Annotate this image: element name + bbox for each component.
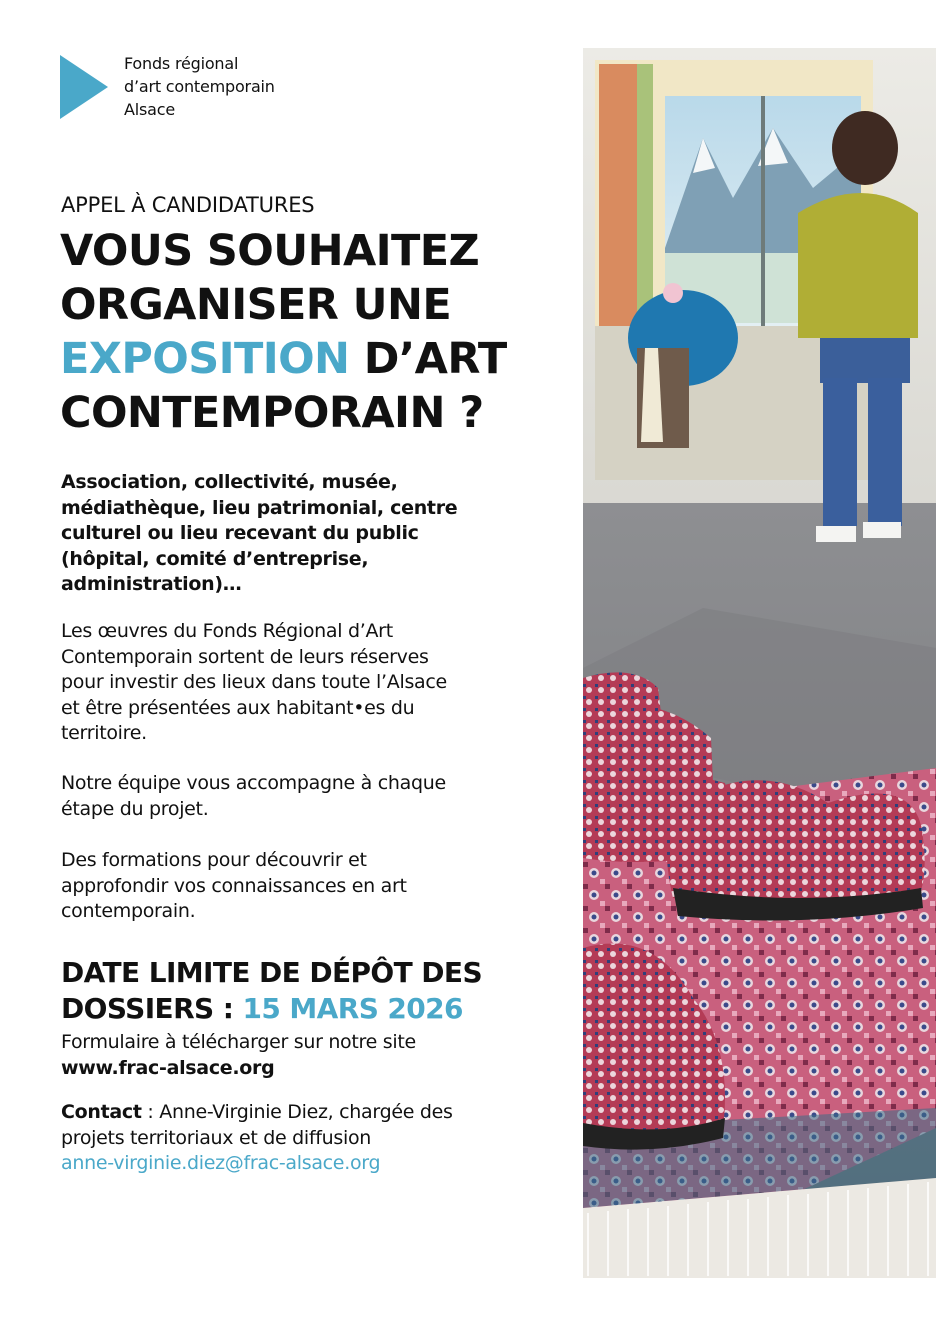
paragraph-line: Des formations pour découvrir et	[61, 849, 367, 871]
play-triangle-logo-icon	[60, 55, 108, 119]
lead-line: culturel ou lieu recevant du public	[61, 522, 419, 545]
deadline-label: DOSSIERS :	[61, 992, 243, 1025]
logo-line: Alsace	[124, 100, 175, 119]
form-download-info	[61, 1030, 541, 1081]
lead-line: médiathèque, lieu patrimonial, centre	[61, 496, 458, 519]
contact-line	[61, 1100, 541, 1126]
paragraph-line: Les œuvres du Fonds Régional d’Art	[61, 620, 393, 642]
paragraph-team	[61, 771, 541, 822]
paragraph-line: approfondir vos connaissances en art	[61, 874, 407, 897]
website-link[interactable]: www.frac-alsace.org	[61, 1056, 275, 1079]
headline-line: VOUS SOUHAITEZ	[60, 226, 480, 276]
deadline-heading	[61, 955, 541, 1027]
contact-block	[61, 1100, 541, 1177]
logo-line: d’art contemporain	[124, 77, 275, 96]
paragraph-line: pour investir des lieux dans toute l’Alsace	[61, 671, 447, 694]
deadline-date: 15 MARS 2026	[242, 992, 463, 1025]
paragraph-line: et être présentées aux habitant•es du	[61, 696, 415, 719]
call-for-applications-kicker: APPEL À CANDIDATURES	[61, 193, 315, 217]
headline	[60, 224, 560, 440]
paragraph-line: contemporain.	[61, 900, 196, 923]
headline-line: CONTEMPORAIN ?	[60, 388, 484, 438]
paragraph-works	[61, 619, 541, 747]
contact-name: : Anne-Virginie Diez, chargée des	[141, 1101, 453, 1123]
paragraph-line: étape du projet.	[61, 797, 209, 820]
headline-line: ORGANISER UNE	[60, 280, 452, 330]
form-info-line: Formulaire à télécharger sur notre site	[61, 1031, 416, 1053]
deadline-line: DATE LIMITE DE DÉPÔT DES	[61, 956, 483, 989]
exhibition-photo-illustration	[583, 48, 936, 1278]
headline-line	[60, 332, 560, 386]
target-audience-lead	[61, 470, 531, 598]
headline-line-rest: D’ART	[349, 334, 507, 384]
paragraph-line: Contemporain sortent de leurs réserves	[61, 645, 429, 668]
headline-accent-word: EXPOSITION	[60, 334, 350, 384]
frac-logo	[60, 52, 340, 122]
deadline-line	[61, 991, 541, 1027]
contact-label: Contact	[61, 1101, 142, 1123]
lead-line: (hôpital, comité d’entreprise,	[61, 547, 369, 570]
lead-line: Association, collectivité, musée,	[61, 471, 398, 493]
contact-email-link[interactable]: anne-virginie.diez@frac-alsace.org	[61, 1152, 381, 1175]
paragraph-training	[61, 848, 541, 925]
logo-line: Fonds régional	[124, 54, 239, 73]
logo-text	[124, 52, 275, 121]
exhibition-photo	[583, 48, 936, 1278]
contact-role: projets territoriaux et de diffusion	[61, 1126, 372, 1149]
paragraph-line: territoire.	[61, 722, 147, 745]
lead-line: administration)…	[61, 573, 242, 596]
paragraph-line: Notre équipe vous accompagne à chaque	[61, 772, 446, 794]
